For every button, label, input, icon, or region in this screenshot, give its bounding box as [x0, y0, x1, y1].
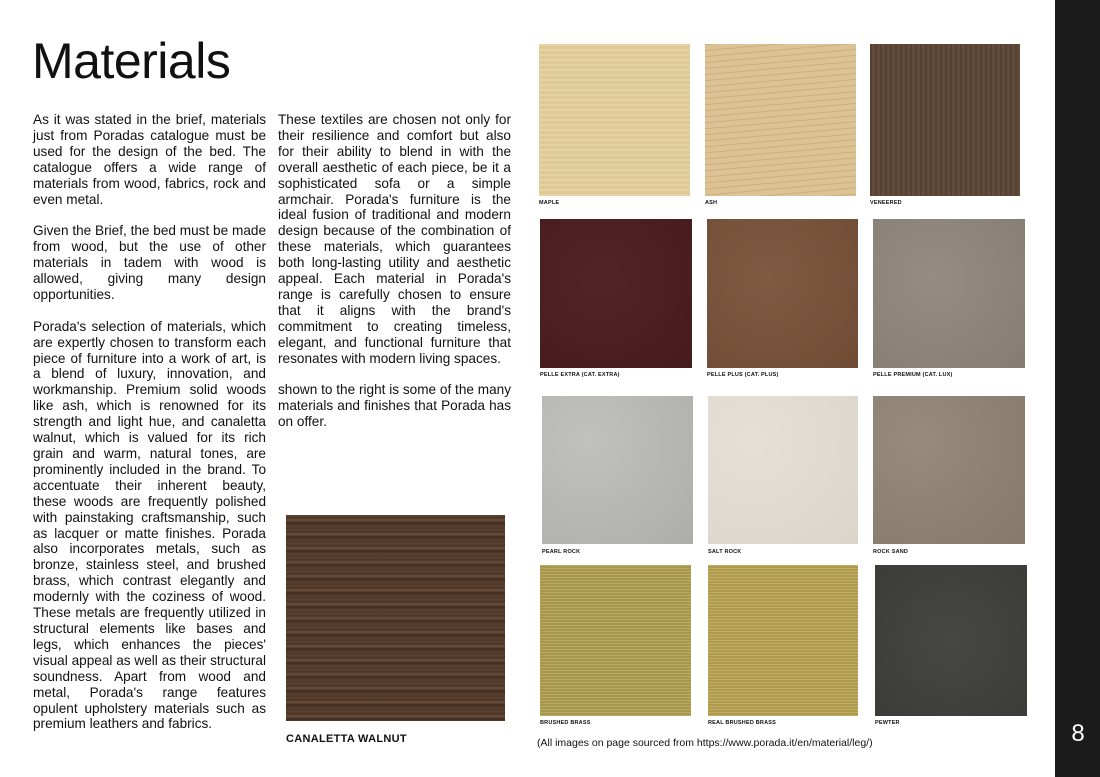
swatch-brushed-brass	[540, 565, 691, 716]
swatch-salt-rock	[708, 396, 858, 544]
body-column-right	[278, 112, 511, 446]
swatch-label: SALT ROCK	[708, 549, 742, 555]
page-title: Materials	[32, 33, 231, 89]
paragraph: These textiles are chosen not only for their resilience and comfort but also for their ability to blend in with the overall aesthetic of each piece, be it a sophisticated sofa or a simple armchair. Porada's furniture is the ideal fusion of traditional and modern design because of the combination of these materials, which guarantees both long-lasting utility and aesthetic appeal. Each material in Porada's range is carefully chosen to ensure that it aligns with the brand's commitment to creating timeless, elegant, and functional furniture that resonates with modern living spaces.	[278, 112, 511, 366]
swatch-label: PELLE PLUS (CAT. PLUS)	[707, 372, 779, 378]
paragraph: As it was stated in the brief, materials just from Poradas catalogue must be used for the design of the bed. The catalogue offers a wide range of materials from wood, fabrics, rock and even metal.	[33, 112, 266, 207]
swatch-label: PELLE EXTRA (CAT. EXTRA)	[540, 372, 620, 378]
swatch-label: VENEERED	[870, 200, 902, 206]
swatch-ash	[705, 44, 856, 196]
swatch-label: REAL BRUSHED BRASS	[708, 720, 776, 726]
swatch-label: MAPLE	[539, 200, 560, 206]
swatch-label: PEARL ROCK	[542, 549, 581, 555]
swatch-label: BRUSHED BRASS	[540, 720, 591, 726]
swatch-veneered	[870, 44, 1020, 196]
swatch-label: ASH	[705, 200, 718, 206]
swatch-pelle-extra	[540, 219, 692, 368]
swatch-pewter	[875, 565, 1027, 716]
swatch-label: PELLE PREMIUM (CAT. LUX)	[873, 372, 953, 378]
swatch-maple	[539, 44, 690, 196]
swatch-label: ROCK SAND	[873, 549, 909, 555]
canaletta-walnut-label: CANALETTA WALNUT	[286, 733, 407, 745]
body-column-left	[33, 112, 266, 748]
swatch-pearl-rock	[542, 396, 693, 544]
swatch-pelle-premium	[873, 219, 1025, 368]
swatch-rock-sand	[873, 396, 1025, 544]
image-credit: (All images on page sourced from https://www.porada.it/en/material/leg/)	[537, 737, 873, 749]
swatch-pelle-plus	[707, 219, 858, 368]
canaletta-walnut-image	[286, 515, 505, 721]
swatch-label: PEWTER	[875, 720, 900, 726]
paragraph: Given the Brief, the bed must be made from wood, but the use of other materials in tadem with wood is allowed, giving many design opportunities.	[33, 223, 266, 302]
page-sidebar	[1055, 0, 1100, 777]
swatch-real-brushed-brass	[708, 565, 858, 716]
paragraph: Porada's selection of materials, which are expertly chosen to transform each piece of furniture into a work of art, is a blend of luxury, innovation, and workmanship. Premium solid woods like ash, which is renowned for its strength and light hue, and canaletta walnut, which is valued for its rich grain and warm, natural tones, are prominently included in the brand. To accentuate their inherent beauty, these woods are frequently polished with painstaking craftsmanship, such as lacquer or matte finishes. Porada also incorporates metals, such as bronze, stainless steel, and brushed brass, which contrast elegantly and modernly with the coziness of wood. These metals are frequently utilized in structural elements like bases and legs, which enhances the pieces' visual appeal as well as their structural soundness. Apart from wood and metal, Porada's range features opulent upholstery materials such as premium leathers and fabrics.	[33, 318, 266, 732]
page-number: 8	[1071, 720, 1085, 747]
paragraph: shown to the right is some of the many materials and finishes that Porada has on offer.	[278, 382, 511, 430]
